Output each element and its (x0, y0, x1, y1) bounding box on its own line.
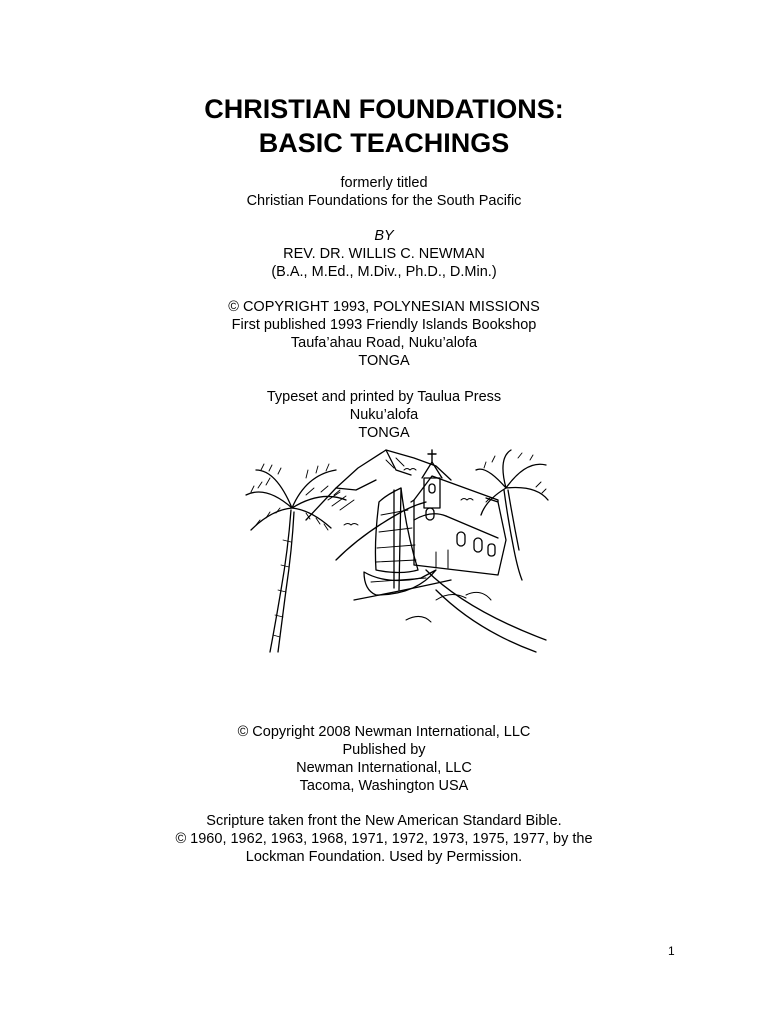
scripture-line-3: Lockman Foundation. Used by Permission. (245, 849, 523, 865)
hill-front (436, 590, 536, 652)
church (411, 450, 506, 575)
copyright-1993-line-4: TONGA (358, 353, 410, 369)
copyright-1993-line-3: Taufa’ahau Road, Nuku’alofa (290, 335, 478, 351)
copyright-1993-line-1: © COPYRIGHT 1993, POLYNESIAN MISSIONS (228, 299, 540, 315)
copyright-2008-line-3: Newman International, LLC (296, 760, 472, 776)
copyright-1993-line-2: First published 1993 Friendly Islands Bookshop (231, 317, 537, 333)
printer-line-1: Typeset and printed by Taulua Press (266, 389, 502, 405)
subtitle-line-1: formerly titled (340, 175, 428, 191)
title-line-2: BASIC TEACHINGS (258, 128, 510, 158)
title-line-1: CHRISTIAN FOUNDATIONS: (204, 94, 564, 124)
bird-1 (344, 524, 358, 526)
author-name: REV. DR. WILLIS C. NEWMAN (283, 246, 485, 262)
copyright-2008-line-4: Tacoma, Washington USA (299, 778, 469, 794)
hill-right (426, 570, 546, 640)
left-palm-fronds (246, 470, 346, 530)
island-church-illustration (236, 440, 556, 655)
right-palm-fronds (476, 450, 548, 515)
author-degrees: (B.A., M.Ed., M.Div., Ph.D., D.Min.) (271, 264, 497, 280)
bird-3 (461, 499, 473, 501)
foreground-brush (406, 592, 491, 622)
copyright-2008-line-2: Published by (342, 742, 426, 758)
author-by: BY (374, 228, 394, 244)
subtitle-line-2: Christian Foundations for the South Pacific (246, 193, 522, 209)
bird-2 (404, 469, 416, 471)
mountain-shading (328, 458, 404, 510)
printer-line-3: TONGA (358, 425, 410, 441)
printer-line-2: Nuku’alofa (349, 407, 419, 423)
scripture-line-2: © 1960, 1962, 1963, 1968, 1971, 1972, 1973, 1975, 1977, by the (175, 831, 593, 847)
scripture-line-1: Scripture taken front the New American Standard Bible. (206, 813, 562, 829)
sailboat (364, 488, 436, 595)
copyright-2008-line-1: © Copyright 2008 Newman International, LLC (237, 724, 531, 740)
page-number: 1 (668, 944, 675, 958)
mountain-ridge (336, 450, 411, 490)
right-palm-trunk (504, 490, 522, 580)
